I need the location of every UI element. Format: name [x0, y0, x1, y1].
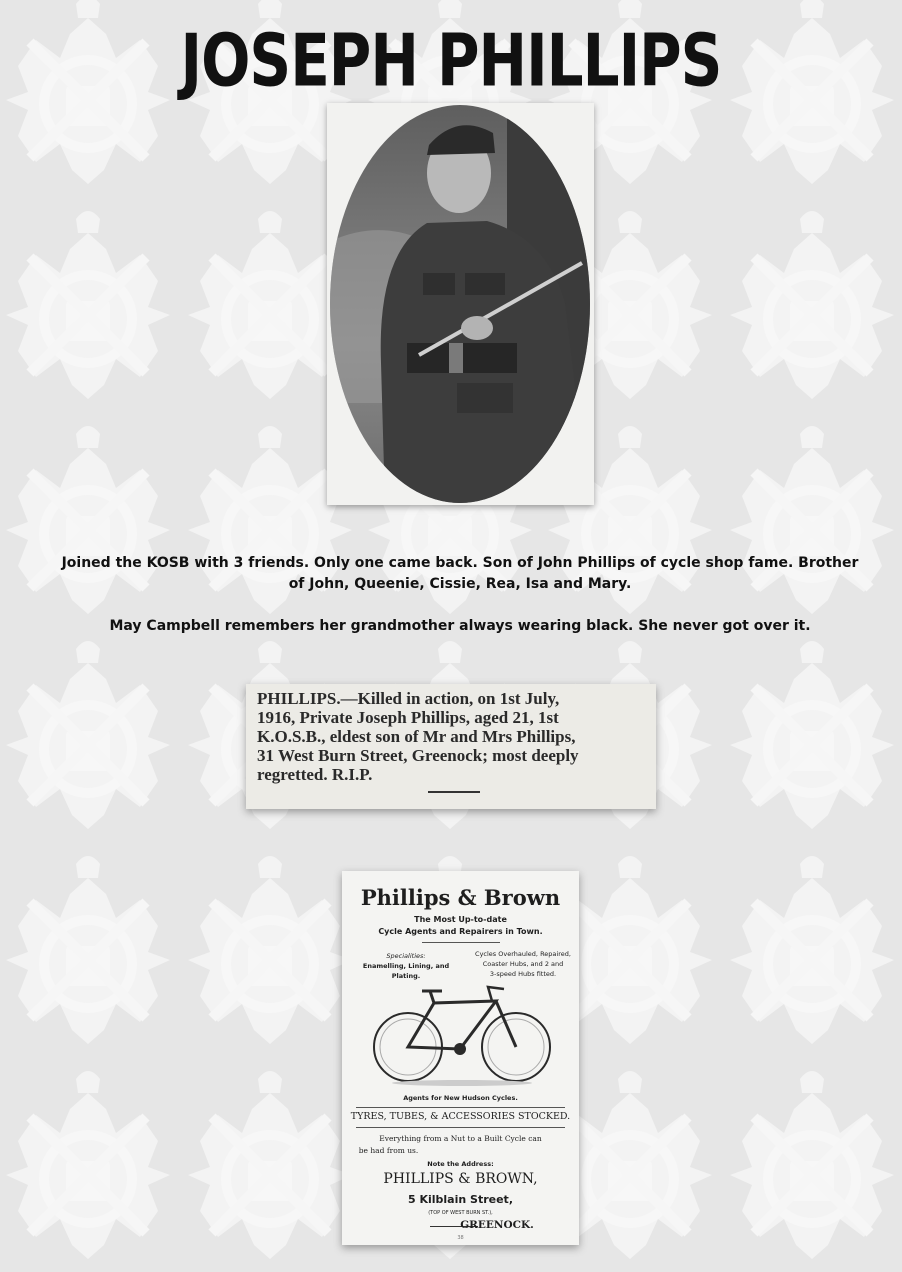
advert-note: Note the Address: [427, 1160, 494, 1168]
advert-brand: Phillips & Brown [360, 885, 561, 910]
death-notice-clipping [246, 684, 656, 809]
biography-paragraph-2: May Campbell remembers her grandmother always wearing black. She never got over it. [109, 618, 811, 634]
advert-left-line-2: Plating. [391, 972, 421, 980]
advert-tagline-2: Cycle Agents and Repairers in Town. [378, 927, 543, 936]
advert-tagline-1: The Most Up-to-date [414, 915, 507, 924]
advert-rule-1 [422, 942, 500, 943]
advert-rule-3 [356, 1127, 565, 1128]
advert-right-line-2: Coaster Hubs, and 2 and [482, 960, 564, 968]
advert-right-line-1: Cycles Overhauled, Repaired, [475, 950, 571, 958]
advert-left-line-1: Enamelling, Lining, and [362, 962, 450, 970]
advert-services [474, 949, 572, 979]
advert-rule-2 [356, 1107, 565, 1108]
clipping-line-3: K.O.S.B., eldest son of Mr and Mrs Phillips, [257, 727, 576, 746]
clipping-divider [428, 791, 480, 793]
advert-everything-1: Everything from a Nut to a Built Cycle can [379, 1134, 542, 1143]
clipping-line-2: 1916, Private Joseph Phillips, aged 21, 1st [257, 708, 559, 727]
advert-town: GREENOCK. [460, 1219, 534, 1231]
advert-everything-2: be had from us. [358, 1146, 419, 1155]
page-title: JOSEPH PHILLIPS [180, 18, 722, 103]
clipping-line-5: regretted. R.I.P. [257, 765, 373, 784]
biography-paragraph-1: Joined the KOSB with 3 friends. Only one came back. Son of John Phillips of cycle shop fame. Brother of John, Queenie, Cissie, Rea, Isa and Mary. [61, 555, 859, 592]
advert-right-line-3: 3-speed Hubs fitted. [489, 970, 557, 978]
soldier-portrait-icon [327, 103, 594, 505]
clipping-line-1: PHILLIPS.—Killed in action, on 1st July, [257, 689, 560, 708]
advert-stocked: TYRES, TUBES, & ACCESSORIES STOCKED. [350, 1111, 571, 1122]
advert-agents: Agents for New Hudson Cycles. [403, 1094, 518, 1102]
clipping-line-4: 31 West Burn Street, Greenock; most deeply [257, 746, 579, 765]
advert-top-of: (TOP OF WEST BURN ST.), [428, 1210, 493, 1216]
shop-advertisement [342, 871, 579, 1245]
advert-page-number: 38 [457, 1235, 464, 1241]
advert-specialities [354, 951, 458, 981]
advert-left-heading: Specialities: [386, 952, 426, 960]
biography-text [60, 553, 860, 637]
advert-shop-name: PHILLIPS & BROWN, [383, 1171, 538, 1187]
bicycle-icon [370, 985, 554, 1087]
advert-street: 5 Kilblain Street, [407, 1193, 513, 1206]
soldier-portrait-photo [327, 103, 594, 505]
